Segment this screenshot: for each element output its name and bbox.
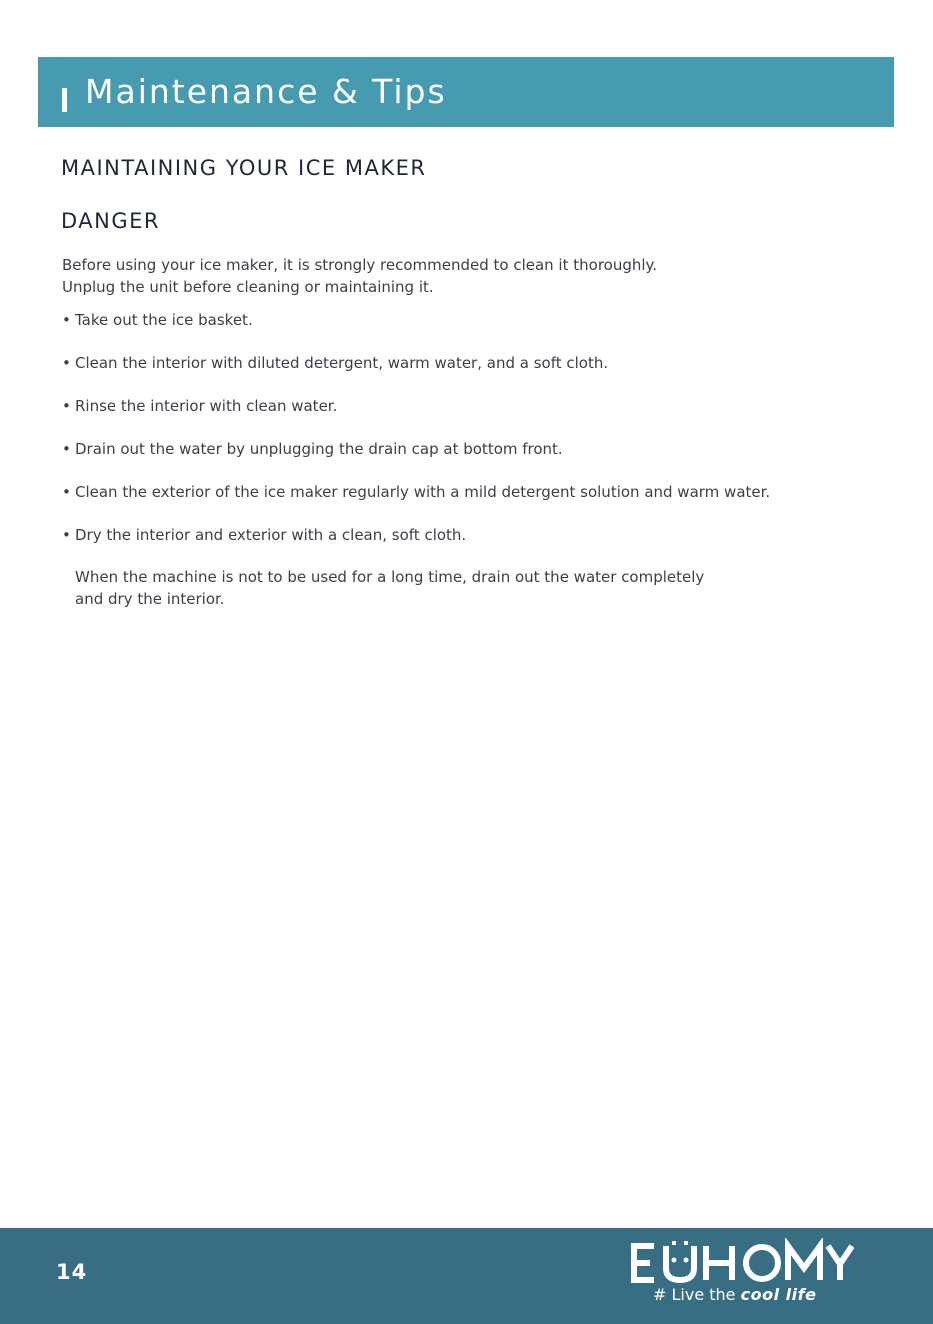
footer-band: [0, 1228, 933, 1324]
header-band: [38, 57, 894, 127]
list-item: [62, 481, 770, 524]
list-item-text: Clean the exterior of the ice maker regularly with a mild detergent solution and warm water.: [75, 483, 771, 501]
bullet-icon: •: [62, 354, 71, 372]
list-item: [62, 438, 770, 481]
list-item: [62, 395, 770, 438]
intro-line: Before using your ice maker, it is strongly recommended to clean it thoroughly.: [62, 256, 658, 274]
note-line: When the machine is not to be used for a long time, drain out the water completely: [75, 568, 705, 586]
list-item: [62, 352, 770, 395]
danger-heading: DANGER: [61, 209, 161, 233]
list-item-text: Drain out the water by unplugging the drain cap at bottom front.: [75, 440, 563, 458]
maintenance-steps-list: [62, 309, 770, 567]
list-item: [62, 524, 770, 567]
header-accent-bar: [62, 88, 67, 112]
euhomy-logo: [628, 1238, 854, 1288]
intro-paragraph: [62, 254, 657, 298]
note-line: and dry the interior.: [75, 590, 225, 608]
list-item-text: Dry the interior and exterior with a clean, soft cloth.: [75, 526, 467, 544]
page-title: Maintenance & Tips: [85, 72, 447, 111]
bullet-icon: •: [62, 440, 71, 458]
bullet-icon: •: [62, 397, 71, 415]
list-item-text: Rinse the interior with clean water.: [75, 397, 338, 415]
bullet-icon: •: [62, 483, 71, 501]
intro-line: Unplug the unit before cleaning or maintaining it.: [62, 278, 434, 296]
section-heading: MAINTAINING YOUR ICE MAKER: [61, 156, 427, 180]
list-item-text: Take out the ice basket.: [75, 311, 253, 329]
tagline-emphasis: cool life: [740, 1285, 817, 1304]
list-item: [62, 309, 770, 352]
list-item-text: Clean the interior with diluted detergent, warm water, and a soft cloth.: [75, 354, 609, 372]
tagline-prefix: # Live the: [653, 1285, 736, 1304]
bullet-icon: •: [62, 311, 71, 329]
bullet-icon: •: [62, 526, 71, 544]
page-number: 14: [56, 1260, 88, 1284]
brand-tagline: [653, 1285, 816, 1304]
storage-note: [75, 566, 704, 610]
